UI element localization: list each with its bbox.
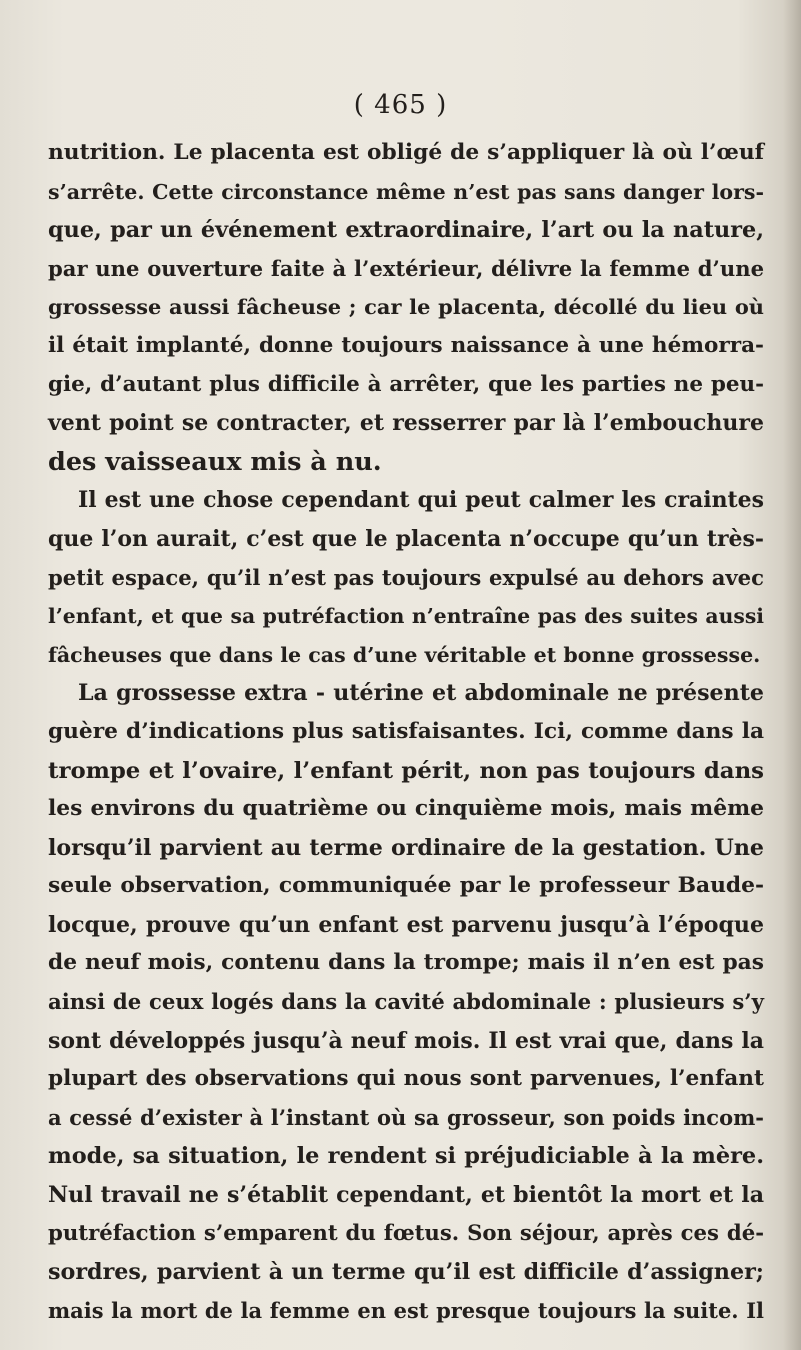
text-line: Il est une chose cependant qui peut calmer les craintes [78, 487, 764, 514]
text-line: locque, prouve qu’un enfant est parvenu jusqu’à l’époque [48, 911, 764, 938]
text-line: de neuf mois, contenu dans la trompe; mais il n’en est pas [48, 950, 764, 976]
text-line: trompe et l’ovaire, l’enfant périt, non pas toujours dans [48, 757, 764, 784]
text-line: il était implanté, donne toujours naissance à une hémorra- [48, 332, 764, 358]
text-line: La grossesse extra - utérine et abdominale ne présente [78, 680, 764, 707]
text-line: par une ouverture faite à l’extérieur, délivre la femme d’une [48, 255, 764, 281]
text-line: des vaisseaux mis à nu. [48, 446, 382, 477]
text-line: s’arrête. Cette circonstance même n’est pas sans danger lors- [48, 179, 764, 204]
text-line: petit espace, qu’il n’est pas toujours expulsé au dehors avec [48, 564, 764, 590]
text-line: l’enfant, et que sa putréfaction n’entraîne pas des suites aussi [48, 604, 764, 629]
text-line: gie, d’autant plus difficile à arrêter, que les parties ne peu- [48, 371, 764, 397]
text-line: lorsqu’il parvient au terme ordinaire de la gestation. Une [48, 834, 764, 861]
text-line: nutrition. Le placenta est obligé de s’appliquer là où l’œuf [48, 140, 764, 165]
text-line: plupart des observations qui nous sont parvenues, l’enfant [48, 1066, 764, 1092]
text-line: grossesse aussi fâcheuse ; car le placenta, décollé du lieu où [48, 294, 764, 320]
page-edge-shadow [783, 0, 801, 1350]
text-line: ainsi de ceux logés dans la cavité abdominale : plusieurs s’y [48, 989, 764, 1015]
text-line: fâcheuses que dans le cas d’une véritable et bonne grossesse. [48, 642, 761, 667]
text-line: les environs du quatrième ou cinquième mois, mais même [48, 796, 764, 822]
page-number: ( 465 ) [353, 90, 448, 120]
text-line: que, par un événement extraordinaire, l’art ou la nature, [48, 217, 764, 244]
text-line: que l’on aurait, c’est que le placenta n’occupe qu’un très- [48, 525, 764, 552]
text-line: mais la mort de la femme en est presque toujours la suite. Il [48, 1297, 764, 1323]
text-line: seule observation, communiquée par le professeur Baude- [48, 873, 764, 899]
text-line: vent point se contracter, et resserrer par là l’embouchure [48, 410, 764, 437]
text-line: mode, sa situation, le rendent si préjudiciable à la mère. [48, 1143, 764, 1170]
text-line: Nul travail ne s’établit cependant, et bientôt la mort et la [48, 1182, 764, 1209]
text-line: a cessé d’exister à l’instant où sa grosseur, son poids incom- [48, 1104, 764, 1130]
text-line: putréfaction s’emparent du fœtus. Son séjour, après ces dé- [48, 1220, 764, 1246]
body-text [48, 134, 764, 1330]
text-line: sont développés jusqu’à neuf mois. Il est vrai que, dans la [48, 1027, 764, 1054]
text-line: sordres, parvient à un terme qu’il est difficile d’assigner; [48, 1259, 764, 1286]
text-line: guère d’indications plus satisfaisantes. Ici, comme dans la [48, 718, 764, 744]
